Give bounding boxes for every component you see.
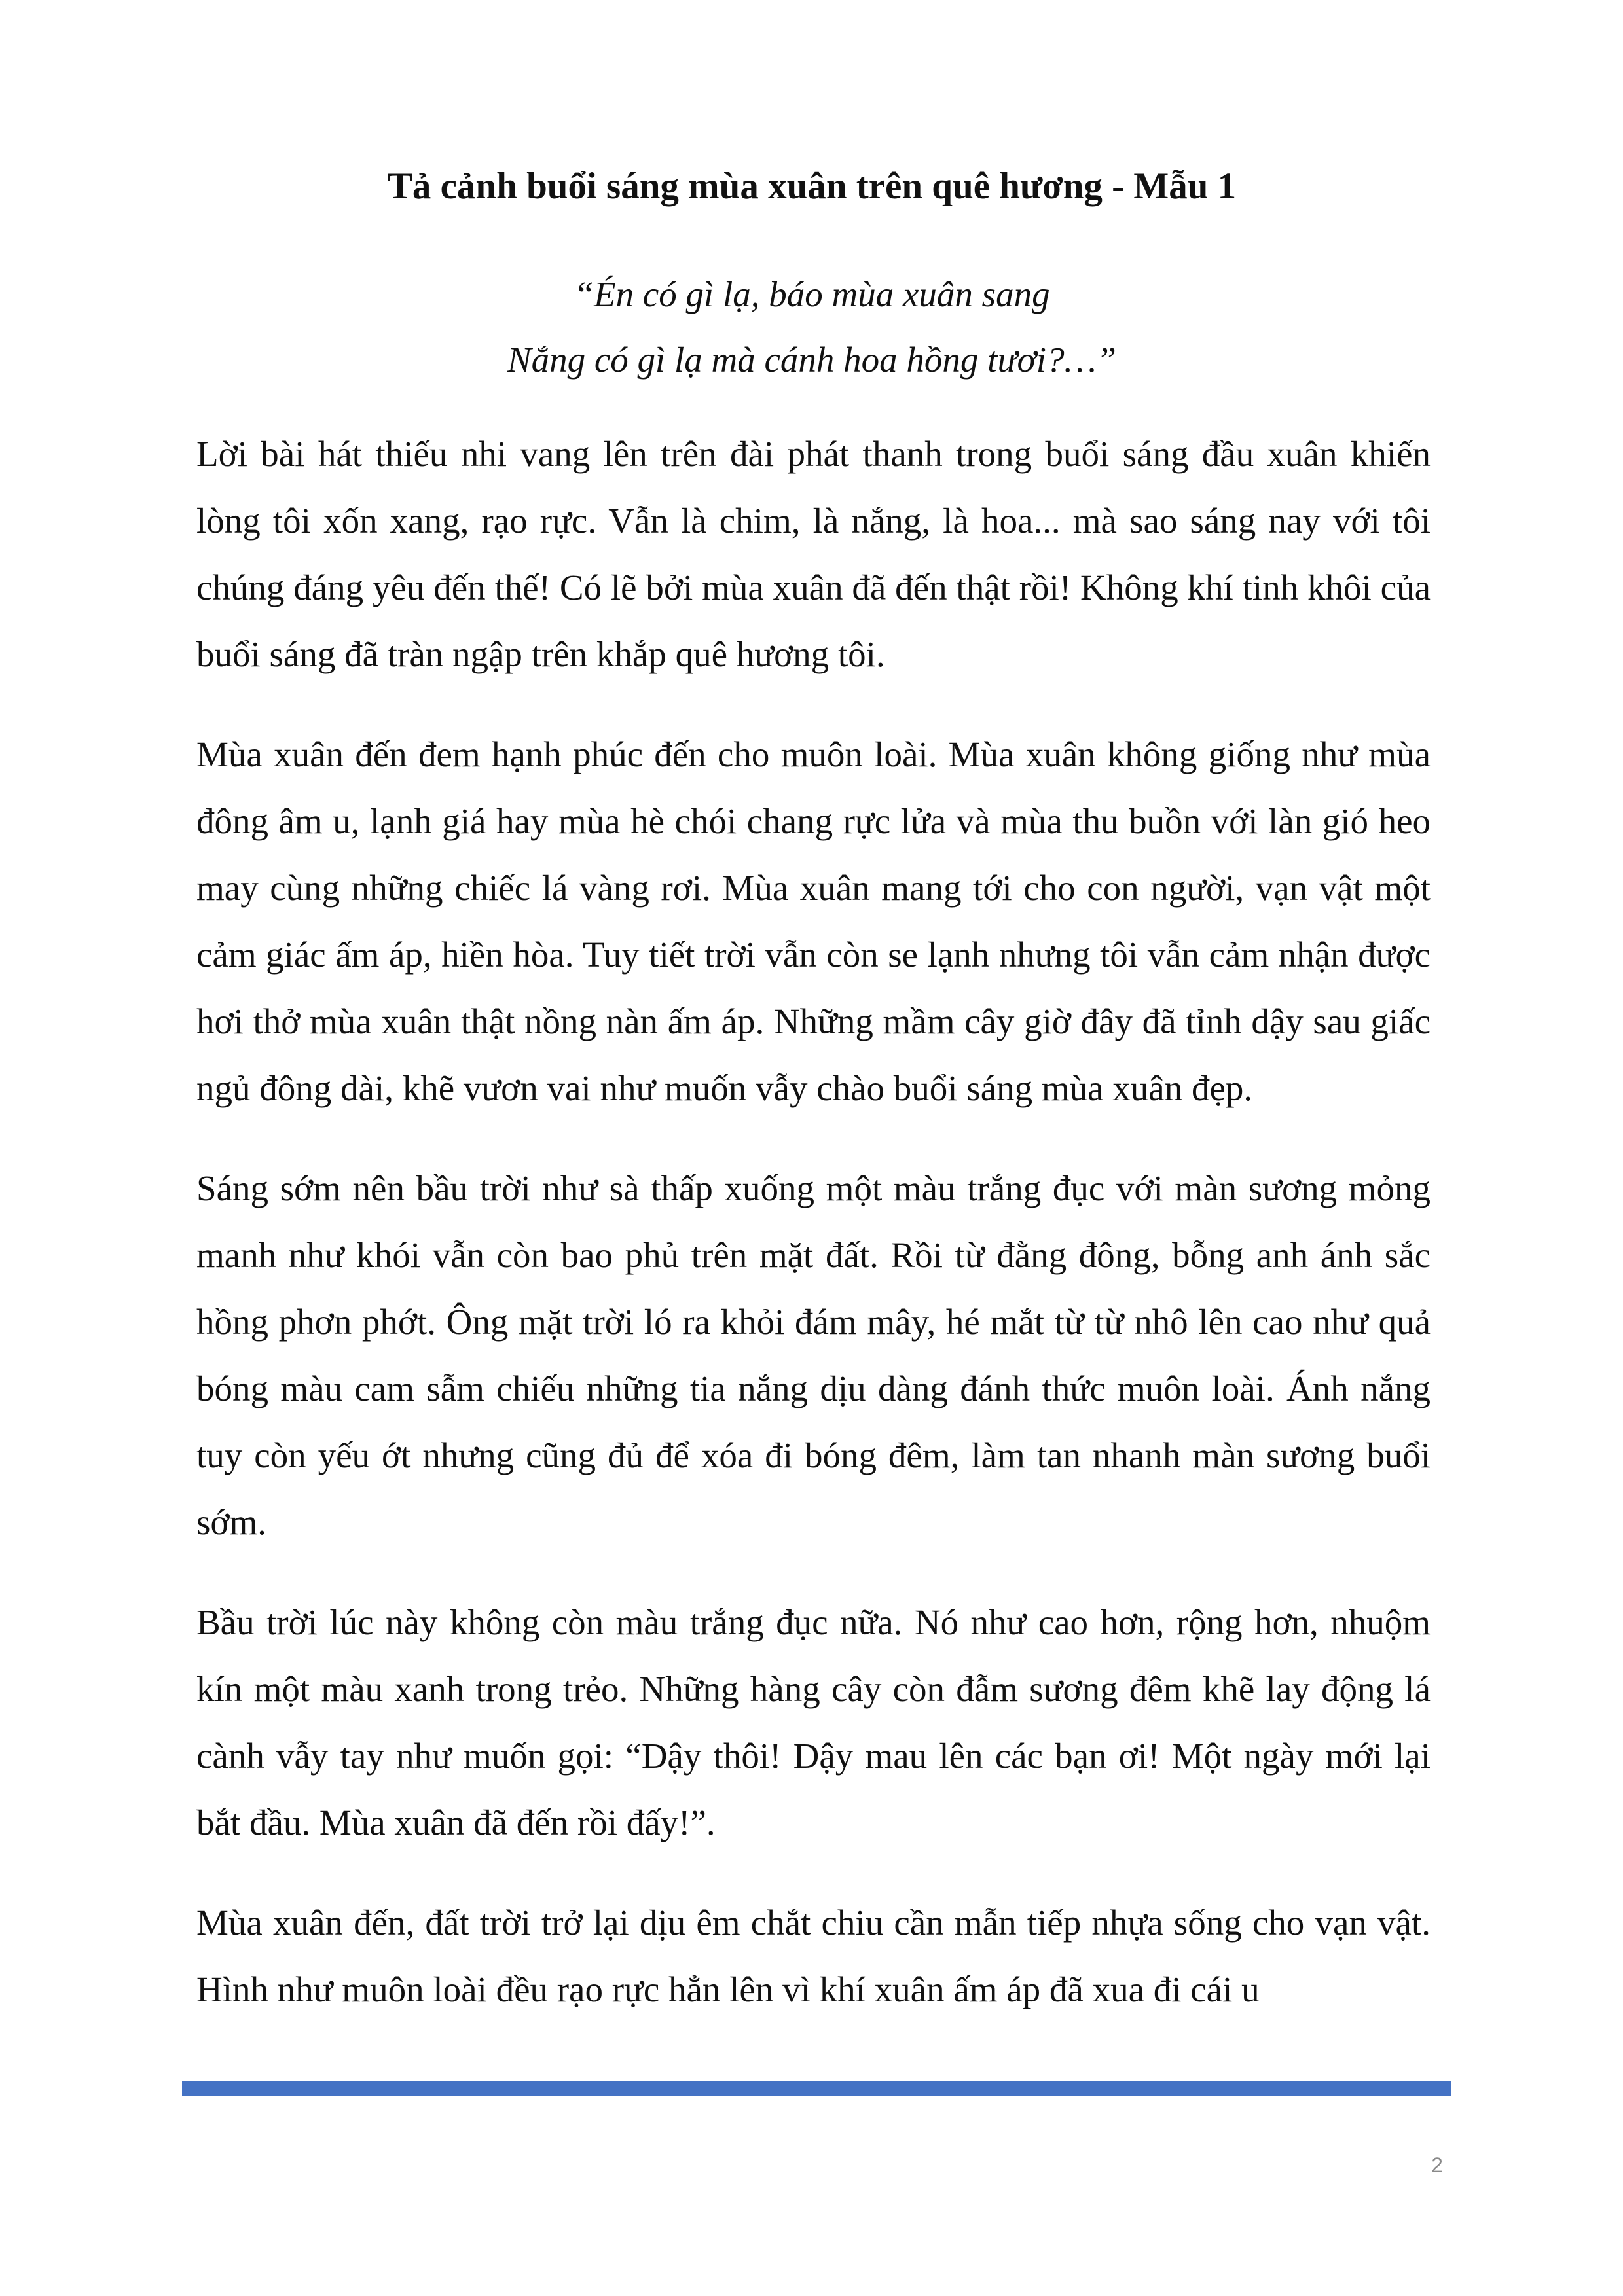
paragraph-3: Sáng sớm nên bầu trời như sà thấp xuống một màu trắng đục với màn sương mỏng manh như khói vẫn còn bao phủ trên mặt đất. Rồi từ đằng đông, bỗng anh ánh sắc hồng phơn phớt. Ông mặt trời ló ra khỏi đám mây, hé mắt từ từ nhô lên cao như quả bóng màu cam sẫm chiếu những tia nắng dịu dàng đánh thức muôn loài. Ánh nắng tuy còn yếu ớt nhưng cũng đủ để xóa đi bóng đêm, làm tan nhanh màn sương buổi sớm. [196, 1168, 1431, 1542]
body-text [196, 421, 1431, 2056]
paragraph-2: Mùa xuân đến đem hạnh phúc đến cho muôn loài. Mùa xuân không giống như mùa đông âm u, lạnh giá hay mùa hè chói chang rực lửa và mùa thu buồn với làn gió heo may cùng những chiếc lá vàng rơi. Mùa xuân mang tới cho con người, vạn vật một cảm giác ấm áp, hiền hòa. Tuy tiết trời vẫn còn se lạnh nhưng tôi vẫn cảm nhận được hơi thở mùa xuân thật nồng nàn ấm áp. Những mầm cây giờ đây đã tỉnh dậy sau giấc ngủ đông dài, khẽ vươn vai như muốn vẫy chào buổi sáng mùa xuân đẹp. [196, 734, 1431, 1108]
footer-rule [182, 2081, 1451, 2096]
epigraph-line-1: “Én có gì lạ, báo mùa xuân sang [574, 274, 1050, 314]
epigraph [196, 262, 1427, 393]
epigraph-line-2: Nắng có gì lạ mà cánh hoa hồng tươi?…” [507, 340, 1117, 380]
paragraph-1: Lời bài hát thiếu nhi vang lên trên đài phát thanh trong buổi sáng đầu xuân khiến lòng tôi xốn xang, rạo rực. Vẫn là chim, là nắng, là hoa... mà sao sáng nay với tôi chúng đáng yêu đến thế! Có lẽ bởi mùa xuân đã đến thật rồi! Không khí tinh khôi của buổi sáng đã tràn ngập trên khắp quê hương tôi. [196, 434, 1431, 674]
page-title: Tả cảnh buổi sáng mùa xuân trên quê hương - Mẫu 1 [387, 166, 1237, 207]
paragraph-5: Mùa xuân đến, đất trời trở lại dịu êm chắt chiu cần mẫn tiếp nhựa sống cho vạn vật. Hình như muôn loài đều rạo rực hẳn lên vì khí xuân ấm áp đã xua đi cái u [196, 1903, 1431, 2009]
paragraph-4: Bầu trời lúc này không còn màu trắng đục nữa. Nó như cao hơn, rộng hơn, nhuộm kín một màu xanh trong trẻo. Những hàng cây còn đẫm sương đêm khẽ lay động lá cành vẫy tay như muốn gọi: “Dậy thôi! Dậy mau lên các bạn ơi! Một ngày mới lại bắt đầu. Mùa xuân đã đến rồi đấy!”. [196, 1602, 1431, 1842]
page-number: 2 [1431, 2153, 1443, 2177]
